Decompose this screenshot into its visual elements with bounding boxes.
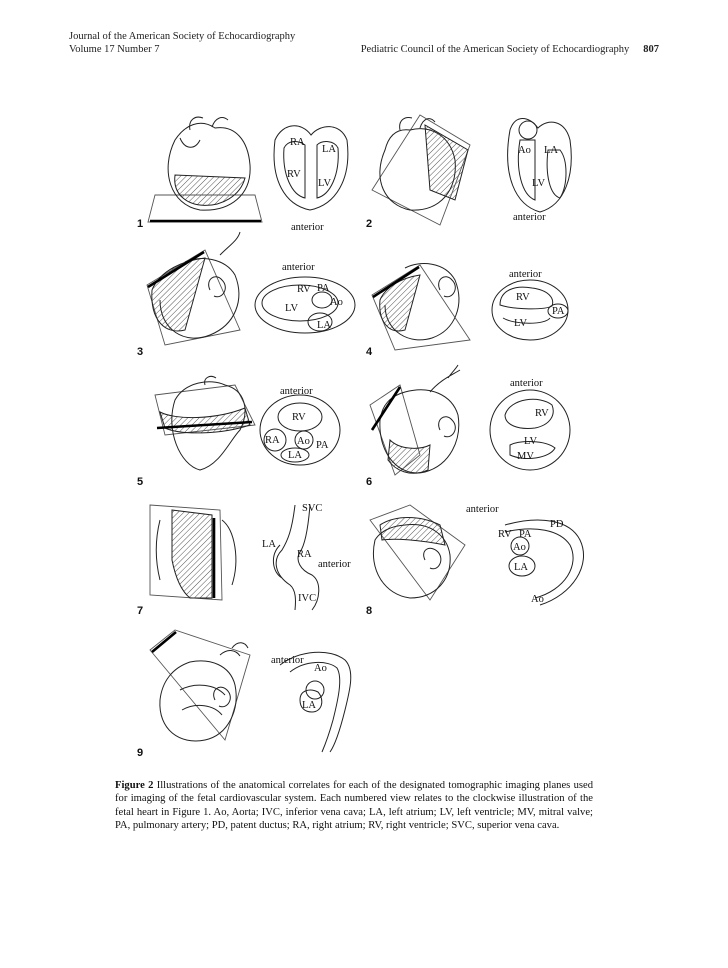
label-LA: LA (322, 144, 336, 155)
panel-1-heart-drawing (148, 117, 262, 222)
label-Ao: Ao (518, 145, 531, 156)
caption-text: Illustrations of the anatomical correlates for each of the designated tomographic imaging planes used for imaging of the fetal cardiovascular system. Each numbered view relates to the clockwise illustration of the fetal heart in Figure 1. Ao, Aorta; IVC, inferior vena cava; LA, left atrium; LV, left ventricle; MV, mitral valve; PA, pulmonary artery; PD, patent ductus; RA, right atrium; RV, right ventricle; SVC, superior vena cava. (115, 780, 593, 831)
panel-4 (366, 264, 568, 358)
label-anterior: anterior (280, 386, 313, 397)
label-Ao-descending: Ao (531, 594, 544, 605)
label-LA: LA (288, 450, 302, 461)
panel-8 (366, 504, 584, 617)
panel-1-section-drawing (274, 126, 348, 210)
label-RV: RV (498, 529, 512, 540)
label-RA: RA (265, 435, 280, 446)
label-anterior: anterior (291, 222, 324, 233)
panel-2-heart-drawing (372, 115, 470, 225)
label-anterior: anterior (513, 212, 546, 223)
panel-6-heart-drawing (370, 365, 460, 475)
label-LA: LA (302, 700, 316, 711)
label-Ao: Ao (513, 542, 526, 553)
label-anterior: anterior (318, 559, 351, 570)
panel-9 (137, 630, 351, 759)
label-IVC: IVC (298, 593, 317, 604)
panel-2 (366, 115, 571, 230)
label-RA: RA (290, 137, 305, 148)
label-LA: LA (262, 539, 276, 550)
panel-5-heart-drawing (155, 376, 255, 470)
panel-number: 7 (137, 605, 144, 617)
label-Ao: Ao (330, 297, 343, 308)
label-LV: LV (514, 318, 528, 329)
label-LA: LA (514, 562, 528, 573)
panel-3-heart-drawing (147, 232, 240, 345)
label-PA: PA (317, 283, 330, 294)
panel-7-heart-drawing (150, 505, 236, 600)
panel-number: 6 (366, 476, 373, 488)
panel-number: 5 (137, 476, 144, 488)
panel-4-heart-drawing (372, 264, 470, 350)
label-LV: LV (524, 436, 538, 447)
panel-3 (137, 232, 355, 358)
label-PA: PA (552, 306, 565, 317)
panel-5 (137, 376, 340, 488)
panel-number: 2 (366, 218, 373, 230)
running-title: Pediatric Council of the American Society of Echocardiography (360, 44, 630, 55)
panel-2-section-drawing (508, 118, 572, 212)
label-RV: RV (297, 284, 311, 295)
journal-volume: Volume 17 Number 7 (69, 44, 160, 55)
figure-label: Figure 2 (115, 780, 154, 791)
figure-caption (115, 779, 593, 832)
panel-7 (137, 503, 351, 617)
label-anterior: anterior (271, 655, 304, 666)
label-PA: PA (519, 529, 532, 540)
panel-1 (137, 117, 348, 233)
label-LV: LV (318, 178, 332, 189)
label-RV: RV (292, 412, 306, 423)
label-RV: RV (516, 292, 530, 303)
label-RA: RA (297, 549, 312, 560)
journal-name: Journal of the American Society of Echocardiography (69, 31, 296, 42)
label-Ao: Ao (297, 436, 310, 447)
label-PA: PA (316, 440, 329, 451)
panel-number: 8 (366, 605, 373, 617)
panel-8-heart-drawing (370, 505, 465, 600)
label-RV: RV (287, 169, 301, 180)
label-anterior: anterior (282, 262, 315, 273)
panel-number: 4 (366, 346, 373, 358)
panel-number: 1 (137, 218, 144, 230)
label-PD: PD (550, 519, 564, 530)
label-LV: LV (532, 178, 546, 189)
label-Ao: Ao (314, 663, 327, 674)
label-RV: RV (535, 408, 549, 419)
label-LV: LV (285, 303, 299, 314)
panel-9-heart-drawing (150, 630, 250, 741)
label-MV: MV (517, 451, 534, 462)
label-LA: LA (544, 145, 558, 156)
label-SVC: SVC (302, 503, 323, 514)
panel-number: 3 (137, 346, 144, 358)
label-LA: LA (317, 320, 331, 331)
panel-6 (366, 365, 570, 488)
label-anterior: anterior (510, 378, 543, 389)
label-anterior: anterior (466, 504, 499, 515)
panel-number: 9 (137, 747, 144, 759)
page-number: 807 (643, 44, 659, 55)
label-anterior: anterior (509, 269, 542, 280)
